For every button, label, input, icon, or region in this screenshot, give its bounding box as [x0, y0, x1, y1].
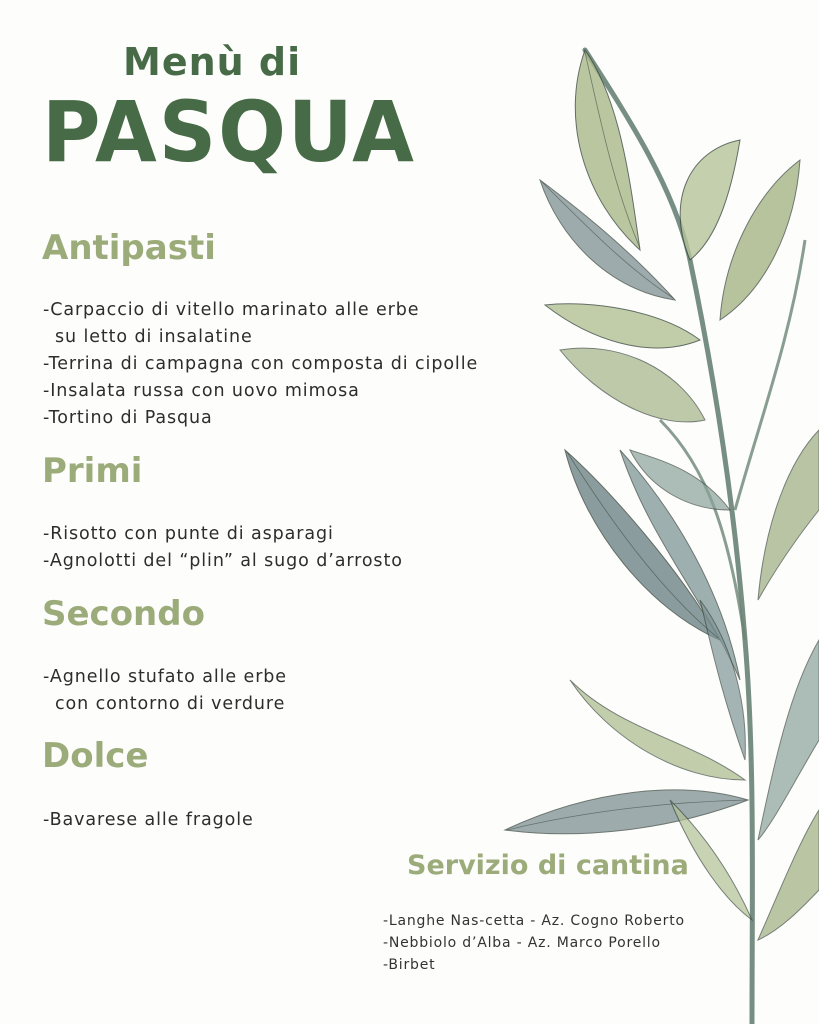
menu-item: [43, 405, 478, 432]
menu-item: [43, 521, 403, 548]
wine-item: -Nebbiolo d’Alba - Az. Marco Porello: [383, 935, 661, 951]
menu-item-text: -Carpaccio di vitello marinato alle erbe: [43, 300, 420, 320]
title-line-1: Menù di: [123, 40, 302, 84]
section-list-dolce: [43, 807, 254, 834]
menu-item-text: -Insalata russa con uovo mimosa: [43, 381, 360, 401]
menu-item: [43, 378, 478, 405]
menu-item-text: -Bavarese alle fragole: [43, 810, 254, 830]
menu-item: [43, 664, 287, 718]
section-heading-secondo: Secondo: [42, 594, 205, 634]
menu-item: [43, 548, 403, 575]
menu-item-text: -Agnolotti del “plin” al sugo d’arrosto: [43, 551, 403, 571]
menu-item-text: -Risotto con punte di asparagi: [43, 524, 334, 544]
section-list-primi: [43, 521, 403, 575]
menu-item-text: -Tortino di Pasqua: [43, 408, 213, 428]
menu-item-continuation: su letto di insalatine: [55, 327, 253, 347]
wine-item: -Birbet: [383, 957, 436, 973]
section-list-secondo: [43, 664, 287, 718]
menu-item: [43, 351, 478, 378]
menu-item-text: -Agnello stufato alle erbe: [43, 667, 287, 687]
menu-item-continuation: con contorno di verdure: [55, 694, 286, 714]
wine-item: -Langhe Nas-cetta - Az. Cogno Roberto: [383, 913, 685, 929]
menu-item: [43, 297, 478, 351]
section-list-antipasti: [43, 297, 478, 432]
cantina-heading: Servizio di cantina: [407, 850, 689, 881]
section-heading-antipasti: Antipasti: [42, 228, 216, 268]
section-heading-dolce: Dolce: [42, 736, 149, 776]
menu-item: [43, 807, 254, 834]
section-heading-primi: Primi: [42, 451, 143, 491]
menu-item-text: -Terrina di campagna con composta di cipolle: [43, 354, 479, 374]
title-line-2: PASQUA: [42, 83, 416, 181]
watercolor-herb-sprig-icon: [490, 40, 819, 1024]
